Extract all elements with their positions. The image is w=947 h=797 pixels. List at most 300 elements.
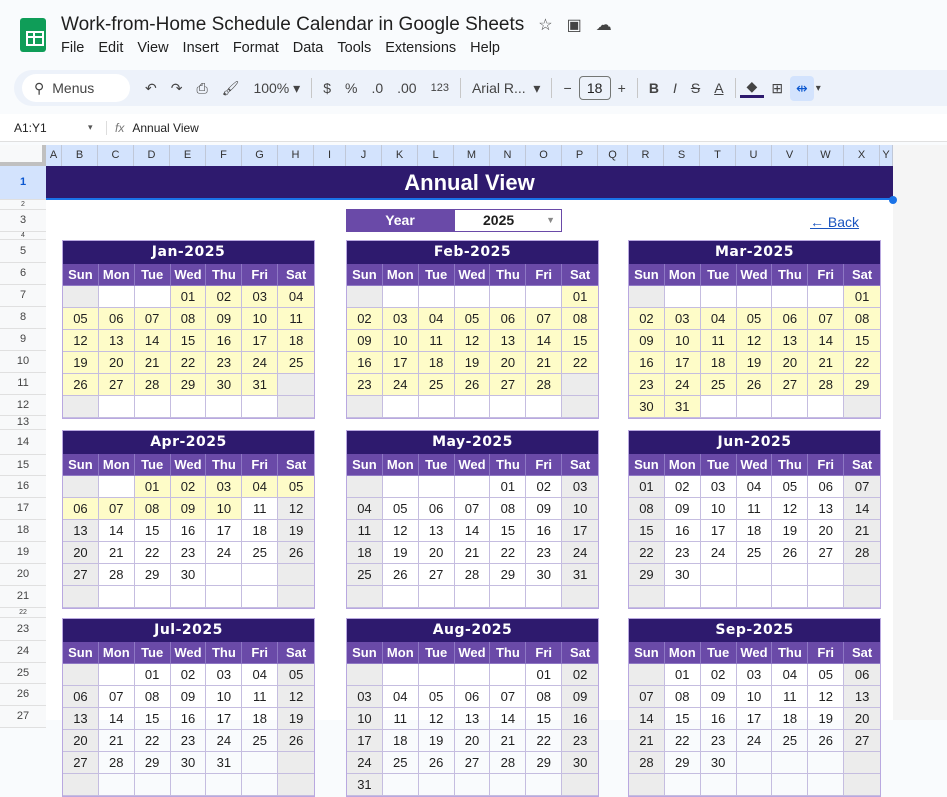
day-cell[interactable]: 15 bbox=[844, 330, 880, 352]
day-cell[interactable]: 25 bbox=[242, 542, 278, 564]
day-cell[interactable]: 12 bbox=[737, 330, 773, 352]
day-cell[interactable]: 20 bbox=[63, 542, 99, 564]
day-cell[interactable]: 05 bbox=[278, 664, 314, 686]
day-cell[interactable]: 15 bbox=[171, 330, 207, 352]
day-cell[interactable]: 03 bbox=[206, 476, 242, 498]
day-cell[interactable]: 08 bbox=[844, 308, 880, 330]
menus-search[interactable] bbox=[22, 74, 130, 102]
day-cell[interactable]: 28 bbox=[99, 564, 135, 586]
empty-cell[interactable] bbox=[347, 586, 383, 608]
day-cell[interactable]: 21 bbox=[490, 730, 526, 752]
day-cell[interactable]: 19 bbox=[278, 708, 314, 730]
empty-cell[interactable] bbox=[629, 664, 665, 686]
day-cell[interactable]: 22 bbox=[490, 542, 526, 564]
day-cell[interactable]: 10 bbox=[383, 330, 419, 352]
day-cell[interactable]: 09 bbox=[629, 330, 665, 352]
day-cell[interactable]: 28 bbox=[490, 752, 526, 774]
row-header-26[interactable]: 26 bbox=[0, 684, 46, 706]
row-header-27[interactable]: 27 bbox=[0, 706, 46, 728]
column-header-C[interactable]: C bbox=[98, 145, 134, 166]
day-cell[interactable]: 02 bbox=[701, 664, 737, 686]
strikethrough-icon[interactable]: S bbox=[690, 80, 701, 96]
day-cell[interactable]: 27 bbox=[99, 374, 135, 396]
day-cell[interactable]: 07 bbox=[99, 498, 135, 520]
day-cell[interactable]: 02 bbox=[629, 308, 665, 330]
day-cell[interactable]: 14 bbox=[455, 520, 491, 542]
paint-format-icon[interactable]: 🖌︎ bbox=[221, 79, 240, 96]
row-header-5[interactable]: 5 bbox=[0, 240, 46, 263]
day-cell[interactable]: 23 bbox=[171, 730, 207, 752]
day-cell[interactable]: 27 bbox=[455, 752, 491, 774]
day-cell[interactable]: 19 bbox=[383, 542, 419, 564]
day-cell[interactable]: 16 bbox=[206, 330, 242, 352]
row-header-17[interactable]: 17 bbox=[0, 498, 46, 520]
empty-cell[interactable] bbox=[737, 286, 773, 308]
day-cell[interactable]: 23 bbox=[206, 352, 242, 374]
day-cell[interactable]: 12 bbox=[772, 498, 808, 520]
day-cell[interactable]: 14 bbox=[99, 708, 135, 730]
day-cell[interactable]: 01 bbox=[562, 286, 598, 308]
day-cell[interactable]: 10 bbox=[206, 686, 242, 708]
day-cell[interactable]: 17 bbox=[206, 520, 242, 542]
day-cell[interactable]: 06 bbox=[844, 664, 880, 686]
bold-icon[interactable]: B bbox=[648, 80, 659, 96]
day-cell[interactable]: 13 bbox=[844, 686, 880, 708]
day-cell[interactable]: 29 bbox=[526, 752, 562, 774]
day-cell[interactable]: 19 bbox=[278, 520, 314, 542]
day-cell[interactable]: 03 bbox=[665, 308, 701, 330]
day-cell[interactable]: 11 bbox=[242, 498, 278, 520]
empty-cell[interactable] bbox=[63, 286, 99, 308]
row-header-10[interactable]: 10 bbox=[0, 351, 46, 373]
day-cell[interactable]: 12 bbox=[455, 330, 491, 352]
day-cell[interactable]: 05 bbox=[383, 498, 419, 520]
empty-cell[interactable] bbox=[206, 564, 242, 586]
day-cell[interactable]: 24 bbox=[665, 374, 701, 396]
empty-cell[interactable] bbox=[63, 396, 99, 418]
day-cell[interactable]: 30 bbox=[206, 374, 242, 396]
column-header-J[interactable]: J bbox=[346, 145, 382, 166]
day-cell[interactable]: 27 bbox=[490, 374, 526, 396]
day-cell[interactable]: 11 bbox=[701, 330, 737, 352]
day-cell[interactable]: 06 bbox=[490, 308, 526, 330]
day-cell[interactable]: 03 bbox=[701, 476, 737, 498]
day-cell[interactable]: 07 bbox=[455, 498, 491, 520]
row-header-14[interactable]: 14 bbox=[0, 430, 46, 455]
day-cell[interactable]: 12 bbox=[808, 686, 844, 708]
day-cell[interactable]: 16 bbox=[629, 352, 665, 374]
empty-cell[interactable] bbox=[242, 774, 278, 796]
column-header-L[interactable]: L bbox=[418, 145, 454, 166]
day-cell[interactable]: 29 bbox=[135, 752, 171, 774]
day-cell[interactable]: 08 bbox=[665, 686, 701, 708]
day-cell[interactable]: 16 bbox=[665, 520, 701, 542]
day-cell[interactable]: 10 bbox=[206, 498, 242, 520]
menu-help[interactable]: Help bbox=[470, 40, 500, 56]
menu-tools[interactable]: Tools bbox=[337, 40, 372, 56]
empty-cell[interactable] bbox=[562, 586, 598, 608]
empty-cell[interactable] bbox=[99, 396, 135, 418]
day-cell[interactable]: 17 bbox=[562, 520, 598, 542]
day-cell[interactable]: 20 bbox=[772, 352, 808, 374]
day-cell[interactable]: 28 bbox=[455, 564, 491, 586]
empty-cell[interactable] bbox=[278, 374, 314, 396]
empty-cell[interactable] bbox=[772, 286, 808, 308]
day-cell[interactable]: 14 bbox=[629, 708, 665, 730]
day-cell[interactable]: 17 bbox=[737, 708, 773, 730]
empty-cell[interactable] bbox=[99, 586, 135, 608]
day-cell[interactable]: 23 bbox=[347, 374, 383, 396]
day-cell[interactable]: 07 bbox=[844, 476, 880, 498]
day-cell[interactable]: 08 bbox=[629, 498, 665, 520]
day-cell[interactable]: 06 bbox=[99, 308, 135, 330]
empty-cell[interactable] bbox=[278, 774, 314, 796]
empty-cell[interactable] bbox=[206, 774, 242, 796]
day-cell[interactable]: 08 bbox=[135, 498, 171, 520]
day-cell[interactable]: 26 bbox=[808, 730, 844, 752]
day-cell[interactable]: 28 bbox=[844, 542, 880, 564]
empty-cell[interactable] bbox=[808, 286, 844, 308]
increase-decimal-button[interactable]: .00 bbox=[397, 80, 417, 96]
day-cell[interactable]: 26 bbox=[772, 542, 808, 564]
day-cell[interactable]: 05 bbox=[808, 664, 844, 686]
day-cell[interactable]: 17 bbox=[242, 330, 278, 352]
day-cell[interactable]: 09 bbox=[526, 498, 562, 520]
day-cell[interactable]: 04 bbox=[347, 498, 383, 520]
empty-cell[interactable] bbox=[99, 476, 135, 498]
day-cell[interactable]: 24 bbox=[347, 752, 383, 774]
name-box[interactable]: A1:Y1 bbox=[14, 120, 47, 135]
print-icon[interactable]: ⎙ bbox=[196, 79, 208, 96]
day-cell[interactable]: 21 bbox=[99, 730, 135, 752]
day-cell[interactable]: 26 bbox=[278, 730, 314, 752]
day-cell[interactable]: 04 bbox=[278, 286, 314, 308]
day-cell[interactable]: 17 bbox=[701, 520, 737, 542]
day-cell[interactable]: 01 bbox=[665, 664, 701, 686]
empty-cell[interactable] bbox=[737, 564, 773, 586]
day-cell[interactable]: 01 bbox=[629, 476, 665, 498]
column-header-B[interactable]: B bbox=[62, 145, 98, 166]
row-header-11[interactable]: 11 bbox=[0, 373, 46, 395]
day-cell[interactable]: 03 bbox=[562, 476, 598, 498]
empty-cell[interactable] bbox=[206, 396, 242, 418]
day-cell[interactable]: 16 bbox=[701, 708, 737, 730]
day-cell[interactable]: 21 bbox=[629, 730, 665, 752]
day-cell[interactable]: 28 bbox=[808, 374, 844, 396]
day-cell[interactable]: 26 bbox=[63, 374, 99, 396]
day-cell[interactable]: 17 bbox=[665, 352, 701, 374]
empty-cell[interactable] bbox=[737, 752, 773, 774]
year-dropdown[interactable] bbox=[454, 209, 562, 232]
row-header-22[interactable]: 22 bbox=[0, 608, 46, 618]
day-cell[interactable]: 25 bbox=[242, 730, 278, 752]
day-cell[interactable]: 18 bbox=[772, 708, 808, 730]
fill-color-icon[interactable]: ◆ bbox=[740, 78, 765, 98]
day-cell[interactable]: 23 bbox=[701, 730, 737, 752]
day-cell[interactable]: 29 bbox=[171, 374, 207, 396]
day-cell[interactable]: 16 bbox=[347, 352, 383, 374]
empty-cell[interactable] bbox=[419, 476, 455, 498]
day-cell[interactable]: 02 bbox=[347, 308, 383, 330]
empty-cell[interactable] bbox=[63, 476, 99, 498]
day-cell[interactable]: 04 bbox=[701, 308, 737, 330]
column-header-M[interactable]: M bbox=[454, 145, 490, 166]
day-cell[interactable]: 19 bbox=[737, 352, 773, 374]
day-cell[interactable]: 10 bbox=[347, 708, 383, 730]
row-header-19[interactable]: 19 bbox=[0, 542, 46, 564]
redo-icon[interactable]: ↷ bbox=[170, 79, 183, 96]
empty-cell[interactable] bbox=[629, 774, 665, 796]
row-header-25[interactable]: 25 bbox=[0, 663, 46, 684]
day-cell[interactable]: 19 bbox=[808, 708, 844, 730]
day-cell[interactable]: 27 bbox=[772, 374, 808, 396]
day-cell[interactable]: 14 bbox=[844, 498, 880, 520]
day-cell[interactable]: 21 bbox=[455, 542, 491, 564]
day-cell[interactable]: 13 bbox=[99, 330, 135, 352]
empty-cell[interactable] bbox=[665, 286, 701, 308]
day-cell[interactable]: 19 bbox=[63, 352, 99, 374]
empty-cell[interactable] bbox=[629, 286, 665, 308]
day-cell[interactable]: 21 bbox=[526, 352, 562, 374]
day-cell[interactable]: 25 bbox=[278, 352, 314, 374]
text-color-icon[interactable]: A bbox=[714, 80, 724, 96]
day-cell[interactable]: 02 bbox=[171, 476, 207, 498]
empty-cell[interactable] bbox=[490, 586, 526, 608]
empty-cell[interactable] bbox=[63, 774, 99, 796]
day-cell[interactable]: 26 bbox=[419, 752, 455, 774]
annual-view-banner[interactable]: Annual View bbox=[46, 166, 893, 200]
borders-icon[interactable]: ⊞ bbox=[771, 79, 784, 96]
day-cell[interactable]: 29 bbox=[135, 564, 171, 586]
day-cell[interactable]: 24 bbox=[383, 374, 419, 396]
day-cell[interactable]: 04 bbox=[242, 476, 278, 498]
column-header-S[interactable]: S bbox=[664, 145, 700, 166]
day-cell[interactable]: 16 bbox=[562, 708, 598, 730]
font-size-input[interactable]: 18 bbox=[579, 76, 611, 100]
empty-cell[interactable] bbox=[135, 774, 171, 796]
empty-cell[interactable] bbox=[526, 286, 562, 308]
day-cell[interactable]: 10 bbox=[242, 308, 278, 330]
empty-cell[interactable] bbox=[844, 564, 880, 586]
day-cell[interactable]: 03 bbox=[242, 286, 278, 308]
empty-cell[interactable] bbox=[383, 286, 419, 308]
empty-cell[interactable] bbox=[526, 396, 562, 418]
day-cell[interactable]: 11 bbox=[347, 520, 383, 542]
zoom-select[interactable]: 100% ▾ bbox=[253, 79, 301, 96]
day-cell[interactable]: 24 bbox=[737, 730, 773, 752]
day-cell[interactable]: 09 bbox=[206, 308, 242, 330]
empty-cell[interactable] bbox=[701, 564, 737, 586]
day-cell[interactable]: 03 bbox=[737, 664, 773, 686]
column-header-P[interactable]: P bbox=[562, 145, 598, 166]
empty-cell[interactable] bbox=[562, 396, 598, 418]
day-cell[interactable]: 12 bbox=[383, 520, 419, 542]
day-cell[interactable]: 04 bbox=[737, 476, 773, 498]
empty-cell[interactable] bbox=[347, 664, 383, 686]
row-header-15[interactable]: 15 bbox=[0, 455, 46, 476]
column-header-G[interactable]: G bbox=[242, 145, 278, 166]
empty-cell[interactable] bbox=[844, 396, 880, 418]
day-cell[interactable]: 07 bbox=[808, 308, 844, 330]
increase-font-size-icon[interactable]: + bbox=[617, 80, 626, 96]
day-cell[interactable]: 23 bbox=[562, 730, 598, 752]
percent-button[interactable]: % bbox=[344, 80, 358, 96]
day-cell[interactable]: 06 bbox=[63, 498, 99, 520]
day-cell[interactable]: 02 bbox=[206, 286, 242, 308]
empty-cell[interactable] bbox=[526, 774, 562, 796]
day-cell[interactable]: 16 bbox=[171, 708, 207, 730]
day-cell[interactable]: 22 bbox=[135, 730, 171, 752]
column-header-X[interactable]: X bbox=[844, 145, 880, 166]
day-cell[interactable]: 14 bbox=[135, 330, 171, 352]
day-cell[interactable]: 26 bbox=[737, 374, 773, 396]
empty-cell[interactable] bbox=[278, 564, 314, 586]
currency-button[interactable]: $ bbox=[323, 80, 331, 96]
menu-insert[interactable]: Insert bbox=[182, 40, 219, 56]
empty-cell[interactable] bbox=[171, 396, 207, 418]
empty-cell[interactable] bbox=[242, 396, 278, 418]
day-cell[interactable]: 28 bbox=[526, 374, 562, 396]
empty-cell[interactable] bbox=[701, 774, 737, 796]
empty-cell[interactable] bbox=[526, 586, 562, 608]
formula-input[interactable]: Annual View bbox=[132, 120, 199, 135]
day-cell[interactable]: 28 bbox=[629, 752, 665, 774]
day-cell[interactable]: 15 bbox=[135, 708, 171, 730]
row-header-16[interactable]: 16 bbox=[0, 476, 46, 498]
day-cell[interactable]: 25 bbox=[383, 752, 419, 774]
empty-cell[interactable] bbox=[455, 476, 491, 498]
day-cell[interactable]: 17 bbox=[206, 708, 242, 730]
day-cell[interactable]: 21 bbox=[135, 352, 171, 374]
day-cell[interactable]: 20 bbox=[455, 730, 491, 752]
empty-cell[interactable] bbox=[206, 586, 242, 608]
empty-cell[interactable] bbox=[844, 752, 880, 774]
day-cell[interactable]: 25 bbox=[772, 730, 808, 752]
day-cell[interactable]: 08 bbox=[490, 498, 526, 520]
day-cell[interactable]: 01 bbox=[844, 286, 880, 308]
day-cell[interactable]: 07 bbox=[490, 686, 526, 708]
star-icon[interactable]: ☆ bbox=[538, 17, 553, 34]
day-cell[interactable]: 12 bbox=[278, 498, 314, 520]
day-cell[interactable]: 22 bbox=[171, 352, 207, 374]
day-cell[interactable]: 21 bbox=[844, 520, 880, 542]
day-cell[interactable]: 10 bbox=[562, 498, 598, 520]
day-cell[interactable]: 05 bbox=[63, 308, 99, 330]
day-cell[interactable]: 20 bbox=[63, 730, 99, 752]
day-cell[interactable]: 19 bbox=[419, 730, 455, 752]
menu-data[interactable]: Data bbox=[292, 40, 324, 56]
day-cell[interactable]: 22 bbox=[629, 542, 665, 564]
empty-cell[interactable] bbox=[419, 286, 455, 308]
day-cell[interactable]: 09 bbox=[171, 686, 207, 708]
empty-cell[interactable] bbox=[99, 286, 135, 308]
day-cell[interactable]: 29 bbox=[844, 374, 880, 396]
empty-cell[interactable] bbox=[490, 664, 526, 686]
day-cell[interactable]: 23 bbox=[526, 542, 562, 564]
menu-extensions[interactable]: Extensions bbox=[385, 40, 457, 56]
day-cell[interactable]: 01 bbox=[526, 664, 562, 686]
day-cell[interactable]: 20 bbox=[419, 542, 455, 564]
day-cell[interactable]: 13 bbox=[419, 520, 455, 542]
day-cell[interactable]: 24 bbox=[701, 542, 737, 564]
document-title[interactable]: Work-from-Home Schedule Calendar in Google Sheets bbox=[61, 14, 525, 35]
column-header-K[interactable]: K bbox=[382, 145, 418, 166]
row-header-6[interactable]: 6 bbox=[0, 263, 46, 285]
menu-edit[interactable]: Edit bbox=[98, 40, 124, 56]
empty-cell[interactable] bbox=[808, 396, 844, 418]
day-cell[interactable]: 31 bbox=[347, 774, 383, 796]
day-cell[interactable]: 24 bbox=[206, 542, 242, 564]
day-cell[interactable]: 18 bbox=[278, 330, 314, 352]
day-cell[interactable]: 04 bbox=[383, 686, 419, 708]
day-cell[interactable]: 03 bbox=[383, 308, 419, 330]
day-cell[interactable]: 30 bbox=[171, 752, 207, 774]
row-header-21[interactable]: 21 bbox=[0, 586, 46, 608]
day-cell[interactable]: 05 bbox=[772, 476, 808, 498]
empty-cell[interactable] bbox=[844, 586, 880, 608]
row-header-3[interactable]: 3 bbox=[0, 210, 46, 232]
cloud-status-icon[interactable]: ☁ bbox=[595, 17, 612, 34]
day-cell[interactable]: 15 bbox=[490, 520, 526, 542]
empty-cell[interactable] bbox=[383, 664, 419, 686]
day-cell[interactable]: 21 bbox=[99, 542, 135, 564]
day-cell[interactable]: 01 bbox=[490, 476, 526, 498]
day-cell[interactable]: 31 bbox=[206, 752, 242, 774]
day-cell[interactable]: 27 bbox=[419, 564, 455, 586]
empty-cell[interactable] bbox=[455, 396, 491, 418]
day-cell[interactable]: 02 bbox=[562, 664, 598, 686]
day-cell[interactable]: 23 bbox=[629, 374, 665, 396]
day-cell[interactable]: 01 bbox=[171, 286, 207, 308]
day-cell[interactable]: 06 bbox=[63, 686, 99, 708]
day-cell[interactable]: 14 bbox=[526, 330, 562, 352]
day-cell[interactable]: 30 bbox=[629, 396, 665, 418]
empty-cell[interactable] bbox=[772, 752, 808, 774]
empty-cell[interactable] bbox=[772, 564, 808, 586]
column-header-N[interactable]: N bbox=[490, 145, 526, 166]
day-cell[interactable]: 13 bbox=[63, 708, 99, 730]
menu-view[interactable]: View bbox=[137, 40, 169, 56]
day-cell[interactable]: 27 bbox=[844, 730, 880, 752]
empty-cell[interactable] bbox=[242, 586, 278, 608]
chevron-down-icon[interactable]: ▾ bbox=[815, 82, 821, 94]
row-header-24[interactable]: 24 bbox=[0, 641, 46, 663]
empty-cell[interactable] bbox=[808, 564, 844, 586]
day-cell[interactable]: 18 bbox=[419, 352, 455, 374]
selection-handle[interactable] bbox=[889, 196, 897, 204]
empty-cell[interactable] bbox=[383, 586, 419, 608]
day-cell[interactable]: 02 bbox=[171, 664, 207, 686]
empty-cell[interactable] bbox=[490, 396, 526, 418]
empty-cell[interactable] bbox=[278, 752, 314, 774]
day-cell[interactable]: 08 bbox=[171, 308, 207, 330]
day-cell[interactable]: 14 bbox=[490, 708, 526, 730]
empty-cell[interactable] bbox=[63, 664, 99, 686]
day-cell[interactable]: 20 bbox=[844, 708, 880, 730]
day-cell[interactable]: 06 bbox=[419, 498, 455, 520]
column-header-W[interactable]: W bbox=[808, 145, 844, 166]
day-cell[interactable]: 04 bbox=[242, 664, 278, 686]
decrease-font-size-icon[interactable]: − bbox=[563, 80, 572, 96]
move-folder-icon[interactable]: ▣ bbox=[566, 17, 582, 34]
back-link[interactable]: ← Back bbox=[810, 214, 860, 230]
day-cell[interactable]: 12 bbox=[419, 708, 455, 730]
day-cell[interactable]: 18 bbox=[701, 352, 737, 374]
day-cell[interactable]: 08 bbox=[135, 686, 171, 708]
sheets-logo[interactable] bbox=[20, 18, 46, 52]
day-cell[interactable]: 07 bbox=[135, 308, 171, 330]
empty-cell[interactable] bbox=[455, 286, 491, 308]
